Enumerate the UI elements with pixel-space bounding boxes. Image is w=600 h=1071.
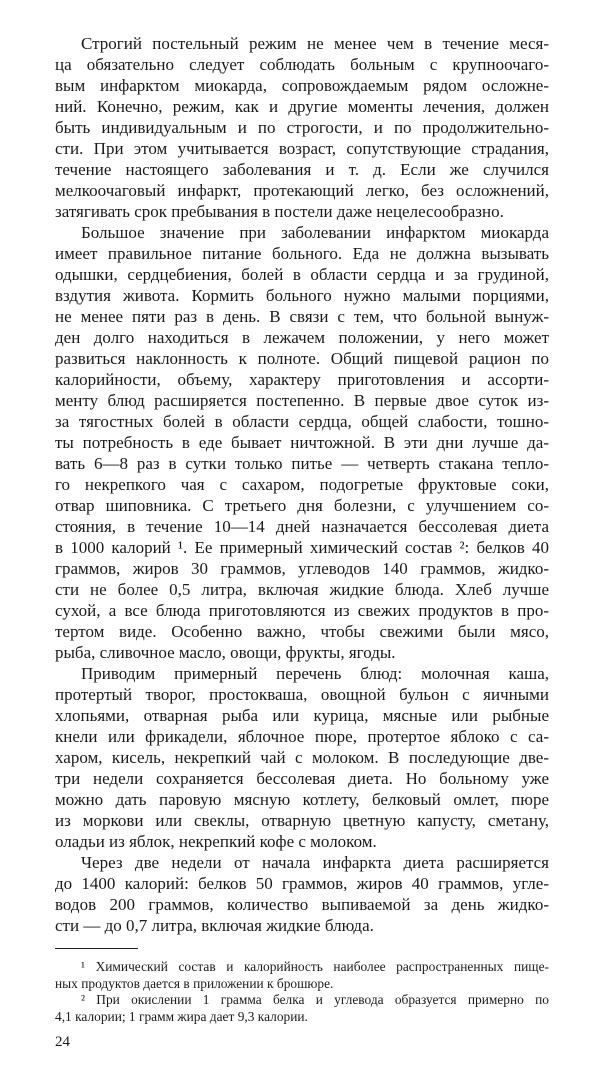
text-line: в 1000 калорий ¹. Ее примерный химический состав ²: белков 40 [55, 538, 549, 557]
text-line: вать 6—8 раз в сутки только питье — четверть стакана тепло- [55, 454, 549, 473]
text-line: можно дать паровую мясную котлету, белковый омлет, пюре [55, 790, 549, 809]
text-line: протертый творог, простокваша, овощной бульон с яичными [55, 685, 549, 704]
text-line: вздутия живота. Кормить больного нужно малыми порциями, [55, 286, 549, 305]
text-line: сти. При этом учитывается возраст, сопутствующие страдания, [55, 139, 549, 158]
text-line: хлопьями, отварная рыба или курица, мясные или рыбные [55, 706, 549, 725]
page-number: 24 [55, 1034, 70, 1050]
text-line: ¹ Химический состав и калорийность наиболее распространенных пище- [81, 959, 549, 974]
footnotes [55, 959, 549, 1025]
body-text [55, 33, 549, 936]
text-line: из моркови или свеклы, отварную цветную капусту, сметану, [55, 811, 549, 830]
paragraph [55, 222, 549, 663]
footnote [55, 959, 549, 992]
text-line: тертом виде. Особенно важно, чтобы свежими были мясо, [55, 622, 549, 641]
text-line: рыба, сливочное масло, овощи, фрукты, ягоды. [55, 643, 396, 662]
text-line: течение настоящего заболевания и т. д. Если же случился [55, 160, 549, 179]
text-line: Приводим примерный перечень блюд: молочная каша, [81, 664, 549, 683]
footnote [55, 992, 549, 1025]
text-line: не менее пяти раз в день. В связи с тем, что больной вынуж- [55, 307, 549, 326]
text-line: ты потребность в еде бывает ничтожной. В эти дни лучше да- [55, 433, 549, 452]
text-line: стояния, в течение 10—14 дней назначается бессолевая диета [55, 517, 549, 536]
text-line: вым инфарктом миокарда, сопровождаемым рядом осложне- [55, 76, 549, 95]
text-line: харом, кисель, некрепкий чай с молоком. В последующие две- [55, 748, 549, 767]
text-line: граммов, жиров 30 граммов, углеводов 140 граммов, жидко- [55, 559, 549, 578]
text-line: Через две недели от начала инфаркта диета расширяется [81, 853, 549, 872]
text-line: ца обязательно следует соблюдать больным с крупноочаго- [55, 55, 549, 74]
text-line: ² При окислении 1 грамма белка и углевода образуется примерно по [81, 992, 549, 1007]
text-line: Строгий постельный режим не менее чем в течение меся- [81, 34, 549, 53]
text-line: ний. Конечно, режим, как и другие моменты лечения, должен [55, 97, 549, 116]
text-line: водов 200 граммов, количество выпиваемой за день жидко- [55, 895, 549, 914]
text-line: кнели или фрикадели, яблочное пюре, протертое яблоко с са- [55, 727, 549, 746]
text-line: быть индивидуальным и по строгости, и по продолжительно- [55, 118, 549, 137]
text-line: 4,1 калории; 1 грамм жира дает 9,3 калории. [55, 1008, 308, 1024]
text-line: имеет правильное питание больного. Еда не должна вызывать [55, 244, 549, 263]
text-line: ных продуктов дается в приложении к брошюре. [55, 975, 334, 991]
text-line: калорийности, объему, характеру приготовления и ассорти- [55, 370, 549, 389]
text-line: оладьи из яблок, некрепкий кофе с молоком. [55, 832, 377, 851]
text-line: мелкоочаговый инфаркт, протекающий легко, без осложнений, [55, 181, 549, 200]
paragraph [55, 852, 549, 936]
text-line: до 1400 калорий: белков 50 граммов, жиров 40 граммов, угле- [55, 874, 549, 893]
text-line: одышки, сердцебиения, болей в области сердца и за грудиной, [55, 265, 549, 284]
paragraph [55, 663, 549, 852]
text-line: затягивать срок пребывания в постели даже нецелесообразно. [55, 202, 504, 221]
text-line: сти не более 0,5 литра, включая жидкие блюда. Хлеб лучше [55, 580, 549, 599]
text-line: сти — до 0,7 литра, включая жидкие блюда. [55, 916, 374, 935]
text-line: менту блюд расширяется постепенно. В первые двое суток из- [55, 391, 549, 410]
paragraph [55, 33, 549, 222]
text-line: ден долго находиться в лежачем положении, у него может [55, 328, 549, 347]
text-line: Большое значение при заболевании инфарктом миокарда [81, 223, 549, 242]
text-line: сухой, а все блюда приготовляются из свежих продуктов в про- [55, 601, 549, 620]
text-line: развиться наклонность к полноте. Общий пищевой рацион по [55, 349, 549, 368]
text-line: отвар шиповника. С третьего дня болезни, с улучшением со- [55, 496, 549, 515]
text-line: го некрепкого чая с сахаром, подогретые фруктовые соки, [55, 475, 549, 494]
text-line: за тягостных болей в области сердца, общей слабости, тошно- [55, 412, 549, 431]
text-line: три недели сохраняется бессолевая диета. Но больному уже [55, 769, 549, 788]
